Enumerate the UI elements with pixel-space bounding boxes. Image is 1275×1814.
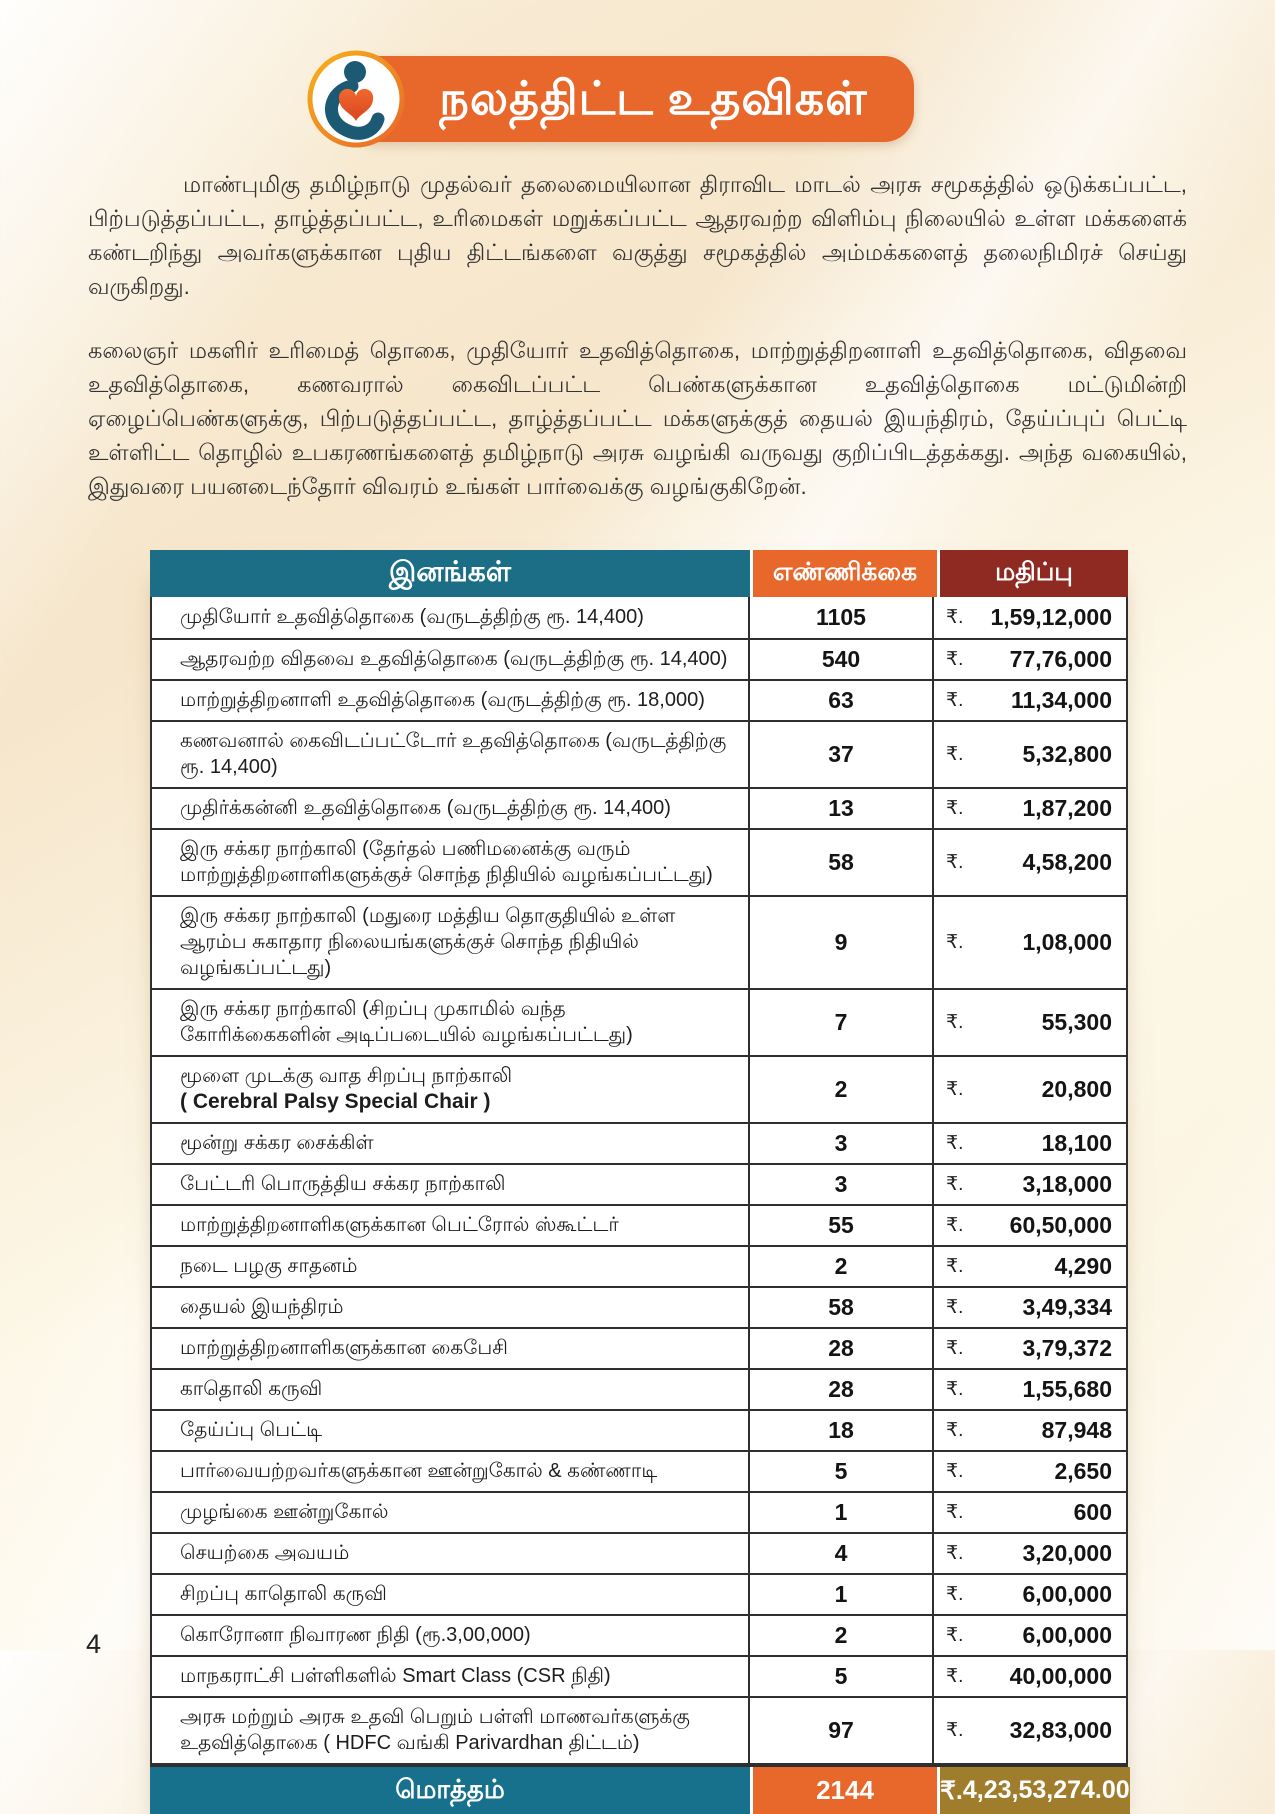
item-cell: இரு சக்கர நாற்காலி (தேர்தல் பணிமனைக்கு வரும் மாற்றுத்திறனாளிகளுக்குச் சொந்த நிதியில் வழங்கப்பட்டது) [152,830,750,895]
item-cell: தேய்ப்பு பெட்டி [152,1411,750,1450]
intro-paragraph-2: கலைஞர் மகளிர் உரிமைத் தொகை, முதியோர் உதவித்தொகை, மாற்றுத்திறனாளி உதவித்தொகை, விதவை உதவித்தொகை, கணவரால் கைவிடப்பட்ட பெண்களுக்கான உதவித்தொகை மட்டுமின்றி ஏழைப்பெண்களுக்கு, பிற்படுத்தப்பட்ட, தாழ்த்தப்பட்ட மக்களுக்குத் தையல் இயந்திரம், தேய்ப்புப் பெட்டி உள்ளிட்ட தொழில் உபகரணங்களைத் தமிழ்நாடு அரசு வழங்கி வருவது குறிப்பிடத்தக்கது. அந்த வகையில், இதுவரை பயனடைந்தோர் விவரம் உங்கள் பார்வைக்கு வழங்குகிறேன். [88,338,1187,499]
item-cell: முழங்கை ஊன்றுகோல் [152,1493,750,1532]
count-cell: 2 [750,1057,934,1122]
value-cell [934,1247,1126,1286]
item-cell: காதொலி கருவி [152,1370,750,1409]
item-cell: சிறப்பு காதொலி கருவி [152,1575,750,1614]
table-row [152,1163,1126,1204]
count-cell: 55 [750,1206,934,1245]
rupee-symbol: ₹. [946,852,964,873]
amount: 32,83,000 [1009,1717,1112,1743]
table-row [152,1614,1126,1655]
value-cell [934,1411,1126,1450]
amount: 60,50,000 [1009,1212,1112,1238]
amount: 2,650 [1054,1458,1112,1484]
value-cell [934,897,1126,988]
rupee-symbol: ₹. [946,690,964,711]
item-cell: மாற்றுத்திறனாளிகளுக்கான கைபேசி [152,1329,750,1368]
total-value [940,1767,1130,1814]
item-cell: செயற்கை அவயம் [152,1534,750,1573]
amount: 3,79,372 [1022,1335,1112,1361]
count-cell: 540 [750,640,934,679]
value-cell [934,1493,1126,1532]
intro-paragraph-1: மாண்புமிகு தமிழ்நாடு முதல்வர் தலைமையிலான திராவிட மாடல் அரசு சமூகத்தில் ஒடுக்கப்பட்ட, பிற்படுத்தப்பட்ட, தாழ்த்தப்பட்ட, உரிமைகள் மறுக்கப்பட்ட ஆதரவற்ற விளிம்பு நிலையில் உள்ள மக்களைக் கண்டறிந்து அவர்களுக்கான புதிய திட்டங்களை வகுத்து சமூகத்தில் அம்மக்களைத் தலைநிமிரச் செய்து வருகிறது. [88,172,1187,299]
value-cell [934,1534,1126,1573]
amount: 11,34,000 [1010,687,1112,713]
count-cell: 37 [750,722,934,787]
item-cell: கணவனால் கைவிடப்பட்டோர் உதவித்தொகை (வருடத்திற்கு ரூ. 14,400) [152,722,750,787]
item-cell: மாற்றுத்திறனாளிகளுக்கான பெட்ரோல் ஸ்கூட்டர் [152,1206,750,1245]
rupee-symbol: ₹. [946,1379,964,1400]
value-cell [934,1370,1126,1409]
amount: 40,00,000 [1009,1663,1112,1689]
rupee-symbol: ₹. [946,1338,964,1359]
table-row [152,1368,1126,1409]
count-cell: 9 [750,897,934,988]
item-cell: ஆதரவற்ற விதவை உதவித்தொகை (வருடத்திற்கு ரூ. 14,400) [152,640,750,679]
amount: 6,00,000 [1022,1581,1112,1607]
amount: 1,59,12,000 [990,604,1112,630]
value-cell [934,681,1126,720]
count-cell: 2 [750,1616,934,1655]
count-cell: 4 [750,1534,934,1573]
value-cell [934,1165,1126,1204]
column-header-count: எண்ணிக்கை [753,550,937,597]
amount: 1,55,680 [1022,1376,1112,1402]
item-cell: இரு சக்கர நாற்காலி (மதுரை மத்திய தொகுதியில் உள்ள ஆரம்ப சுகாதார நிலையங்களுக்குச் சொந்த நிதியில் வழங்கப்பட்டது) [152,897,750,988]
table-row [152,597,1126,638]
value-cell [934,1575,1126,1614]
table-row [152,1450,1126,1491]
table-row [152,679,1126,720]
amount: 4,290 [1054,1253,1112,1279]
rupee-symbol: ₹. [946,1584,964,1605]
table-row [152,1409,1126,1450]
table-row [152,1655,1126,1696]
rupee-symbol: ₹. [946,1133,964,1154]
value-cell [934,640,1126,679]
table-row [152,1286,1126,1327]
amount: 5,32,800 [1022,741,1112,767]
amount: 87,948 [1041,1417,1112,1443]
table-row [152,1696,1126,1763]
value-cell [934,1698,1126,1763]
table-row [152,720,1126,787]
rupee-symbol: ₹. [946,1174,964,1195]
table-row [152,1491,1126,1532]
amount: 77,76,000 [1009,646,1112,672]
rupee-symbol: ₹. [946,1420,964,1441]
value-cell [934,1616,1126,1655]
item-cell: நடை பழகு சாதனம் [152,1247,750,1286]
page-title: நலத்திட்ட உதவிகள் [361,56,913,142]
count-cell: 5 [750,1452,934,1491]
value-cell [934,990,1126,1055]
amount: 1,87,200 [1022,795,1112,821]
table-row [152,895,1126,988]
amount: 600 [1073,1499,1112,1525]
rupee-symbol: ₹. [946,1215,964,1236]
value-cell [934,1206,1126,1245]
count-cell: 1105 [750,597,934,638]
table-row [152,787,1126,828]
table-row [152,828,1126,895]
count-cell: 2 [750,1247,934,1286]
rupee-symbol: ₹. [946,932,964,953]
count-cell: 7 [750,990,934,1055]
total-amount: 4,23,53,274.00 [962,1776,1130,1804]
value-cell [934,1329,1126,1368]
count-cell: 97 [750,1698,934,1763]
amount: 3,49,334 [1022,1294,1112,1320]
value-cell [934,722,1126,787]
rupee-symbol: ₹. [946,1625,964,1646]
item-cell: அரசு மற்றும் அரசு உதவி பெறும் பள்ளி மாணவர்களுக்கு உதவித்தொகை ( HDFC வங்கி Parivardhan திட்டம்) [152,1698,750,1763]
count-cell: 18 [750,1411,934,1450]
item-cell: பேட்டரி பொருத்திய சக்கர நாற்காலி [152,1165,750,1204]
heart-care-logo-icon [305,48,407,150]
rupee-symbol: ₹. [946,1012,964,1033]
column-header-value: மதிப்பு [940,550,1128,597]
item-cell: பார்வையற்றவர்களுக்கான ஊன்றுகோல் & கண்ணாடி [152,1452,750,1491]
item-cell: மூன்று சக்கர சைக்கிள் [152,1124,750,1163]
page-number: 4 [86,1629,102,1659]
table-row [152,1122,1126,1163]
value-cell [934,597,1126,638]
rupee-symbol: ₹. [946,1461,964,1482]
value-cell [934,1452,1126,1491]
item-cell: மாற்றுத்திறனாளி உதவித்தொகை (வருடத்திற்கு ரூ. 18,000) [152,681,750,720]
table-row [152,1055,1126,1122]
rupee-symbol: ₹. [940,1776,963,1805]
table-row [152,1327,1126,1368]
item-cell: முதிர்க்கன்னி உதவித்தொகை (வருடத்திற்கு ரூ. 14,400) [152,789,750,828]
value-cell [934,789,1126,828]
value-cell [934,1657,1126,1696]
table-row [152,988,1126,1055]
item-cell: கொரோனா நிவாரண நிதி (ரூ.3,00,000) [152,1616,750,1655]
item-cell: தையல் இயந்திரம் [152,1288,750,1327]
amount: 6,00,000 [1022,1622,1112,1648]
rupee-symbol: ₹. [946,798,964,819]
item-cell: முதியோர் உதவித்தொகை (வருடத்திற்கு ரூ. 14,400) [152,597,750,638]
rupee-symbol: ₹. [946,1502,964,1523]
rupee-symbol: ₹. [946,1256,964,1277]
rupee-symbol: ₹. [946,1297,964,1318]
item-cell: மாநகராட்சி பள்ளிகளில் Smart Class (CSR நிதி) [152,1657,750,1696]
count-cell: 1 [750,1575,934,1614]
count-cell: 13 [750,789,934,828]
amount: 3,20,000 [1022,1540,1112,1566]
rupee-symbol: ₹. [946,744,964,765]
item-cell: மூளை முடக்கு வாத சிறப்பு நாற்காலி ( Cerebral Palsy Special Chair ) [152,1057,750,1122]
total-count: 2144 [753,1767,937,1814]
value-cell [934,1288,1126,1327]
count-cell: 63 [750,681,934,720]
table-row [152,1245,1126,1286]
count-cell: 1 [750,1493,934,1532]
amount: 20,800 [1041,1076,1112,1102]
item-cell: இரு சக்கர நாற்காலி (சிறப்பு முகாமில் வந்த கோரிக்கைகளின் அடிப்படையில் வழங்கப்பட்டது) [152,990,750,1055]
rupee-symbol: ₹. [946,1720,964,1741]
table-header-row [150,550,1128,597]
table-row [152,1532,1126,1573]
count-cell: 28 [750,1329,934,1368]
value-cell [934,1057,1126,1122]
table-row [152,638,1126,679]
count-cell: 58 [750,1288,934,1327]
count-cell: 5 [750,1657,934,1696]
table-total-row [150,1765,1128,1814]
amount: 4,58,200 [1022,849,1112,875]
page-header [0,56,1275,142]
count-cell: 58 [750,830,934,895]
rupee-symbol: ₹. [946,649,964,670]
table-body [150,597,1128,1765]
rupee-symbol: ₹. [946,1543,964,1564]
intro-section [88,168,1187,504]
value-cell [934,830,1126,895]
rupee-symbol: ₹. [946,1666,964,1687]
count-cell: 28 [750,1370,934,1409]
amount: 3,18,000 [1022,1171,1112,1197]
count-cell: 3 [750,1124,934,1163]
welfare-table [150,550,1128,1814]
amount: 55,300 [1041,1009,1112,1035]
value-cell [934,1124,1126,1163]
rupee-symbol: ₹. [946,1079,964,1100]
total-label: மொத்தம் [150,1767,750,1814]
column-header-items: இனங்கள் [150,550,750,597]
amount: 18,100 [1041,1130,1112,1156]
amount: 1,08,000 [1022,929,1112,955]
rupee-symbol: ₹. [946,607,964,628]
count-cell: 3 [750,1165,934,1204]
table-row [152,1573,1126,1614]
table-row [152,1204,1126,1245]
